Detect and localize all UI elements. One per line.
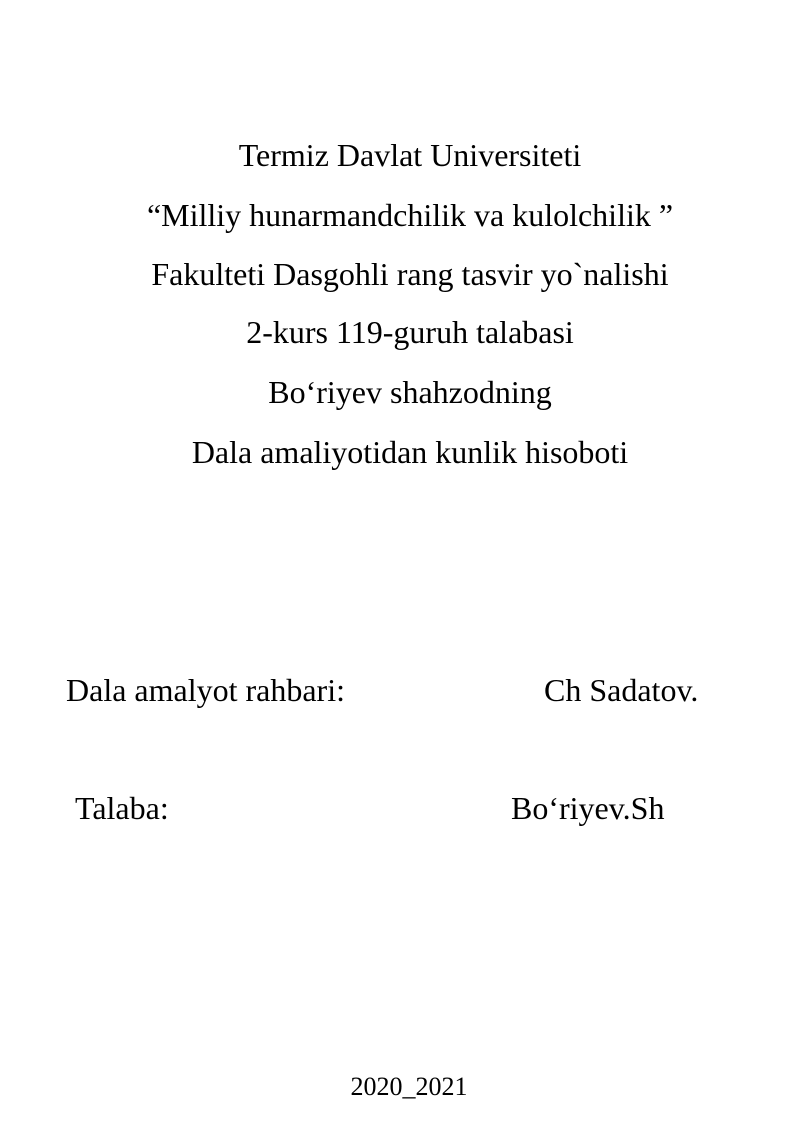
student-label: Talaba: xyxy=(75,790,169,826)
course-group-line: 2-kurs 119-guruh talabasi xyxy=(246,314,574,350)
report-title: Dala amaliyotidan kunlik hisoboti xyxy=(191,434,629,470)
university-name: Termiz Davlat Universiteti xyxy=(238,137,582,173)
program-name: “Milliy hunarmandchilik va kulolchilik ” xyxy=(146,197,674,233)
supervisor-name: Ch Sadatov. xyxy=(544,672,699,708)
student-name: Bo‘riyev.Sh xyxy=(511,790,665,826)
faculty-line: Fakulteti Dasgohli rang tasvir yo`nalishi xyxy=(151,256,669,292)
student-name-line: Bo‘riyev shahzodning xyxy=(268,374,552,410)
academic-year: 2020_2021 xyxy=(350,1072,468,1101)
supervisor-label: Dala amalyot rahbari: xyxy=(66,672,345,708)
